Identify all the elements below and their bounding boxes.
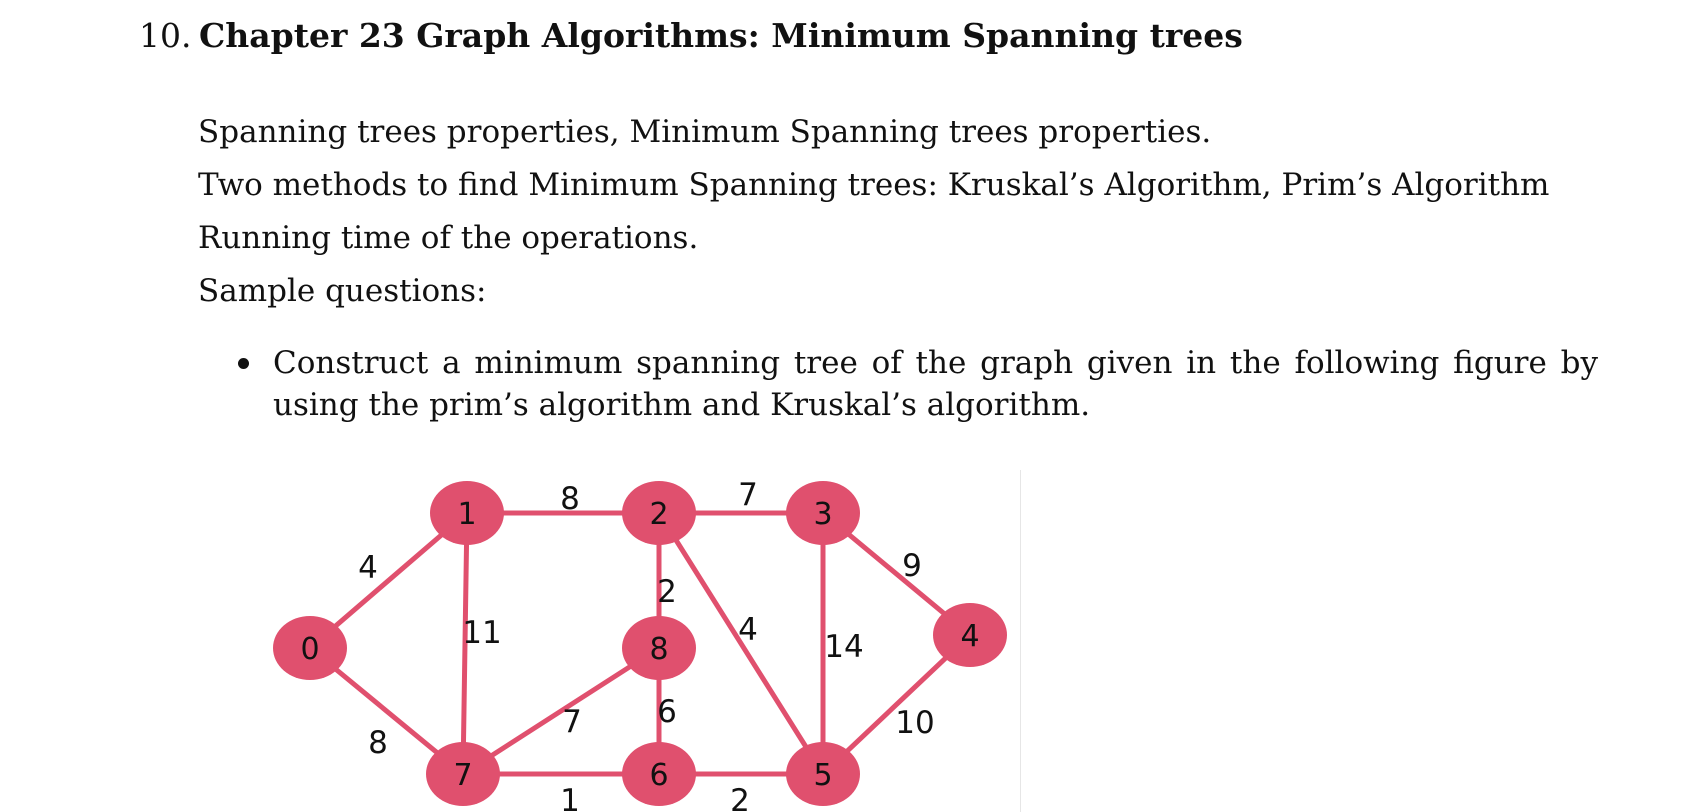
edge-weight-4-5: 10 bbox=[895, 705, 935, 741]
paragraph-properties: Spanning trees properties, Minimum Spanning trees properties. bbox=[198, 114, 1212, 150]
graph-figure bbox=[270, 470, 1021, 812]
edge-weight-6-7: 1 bbox=[560, 783, 580, 812]
bullet-text: Construct a minimum spanning tree of the graph given in the following figure by using the prim’s algorithm and Kruskal’s algorithm. bbox=[273, 345, 1598, 423]
edge-weight-2-3: 7 bbox=[738, 477, 758, 513]
edge-weight-1-7: 11 bbox=[462, 615, 502, 651]
section-title: Chapter 23 Graph Algorithms: Minimum Spanning trees bbox=[199, 16, 1243, 55]
node-label-5: 5 bbox=[813, 758, 833, 793]
bullet-icon bbox=[238, 358, 249, 369]
node-label-0: 0 bbox=[300, 632, 320, 667]
edge-weight-2-8: 2 bbox=[657, 574, 677, 610]
paragraph-methods: Two methods to find Minimum Spanning trees: Kruskal’s Algorithm, Prim’s Algorithm bbox=[198, 167, 1550, 203]
edge-weight-5-6: 2 bbox=[730, 783, 750, 812]
edge-weight-0-7: 8 bbox=[368, 725, 388, 761]
node-label-2: 2 bbox=[649, 497, 669, 532]
edge-weight-7-8: 7 bbox=[562, 704, 582, 740]
node-label-7: 7 bbox=[453, 758, 473, 793]
edge-weight-1-2: 8 bbox=[560, 481, 580, 517]
edge-weight-2-5: 4 bbox=[738, 612, 758, 648]
bullet-list-item bbox=[238, 342, 1598, 426]
edge-weight-6-8: 6 bbox=[657, 694, 677, 730]
edge-weight-3-5: 14 bbox=[824, 629, 864, 665]
node-label-4: 4 bbox=[960, 619, 980, 654]
edge-weight-0-1: 4 bbox=[358, 550, 378, 586]
edge-weight-3-4: 9 bbox=[902, 548, 922, 584]
node-label-3: 3 bbox=[813, 497, 833, 532]
node-label-1: 1 bbox=[457, 497, 477, 532]
node-label-6: 6 bbox=[649, 758, 669, 793]
section-heading bbox=[139, 16, 1243, 55]
paragraph-sample-questions: Sample questions: bbox=[198, 273, 487, 309]
paragraph-running-time: Running time of the operations. bbox=[198, 220, 699, 256]
graph-svg bbox=[270, 470, 1020, 812]
node-label-8: 8 bbox=[649, 632, 669, 667]
section-number: 10. bbox=[139, 16, 192, 55]
